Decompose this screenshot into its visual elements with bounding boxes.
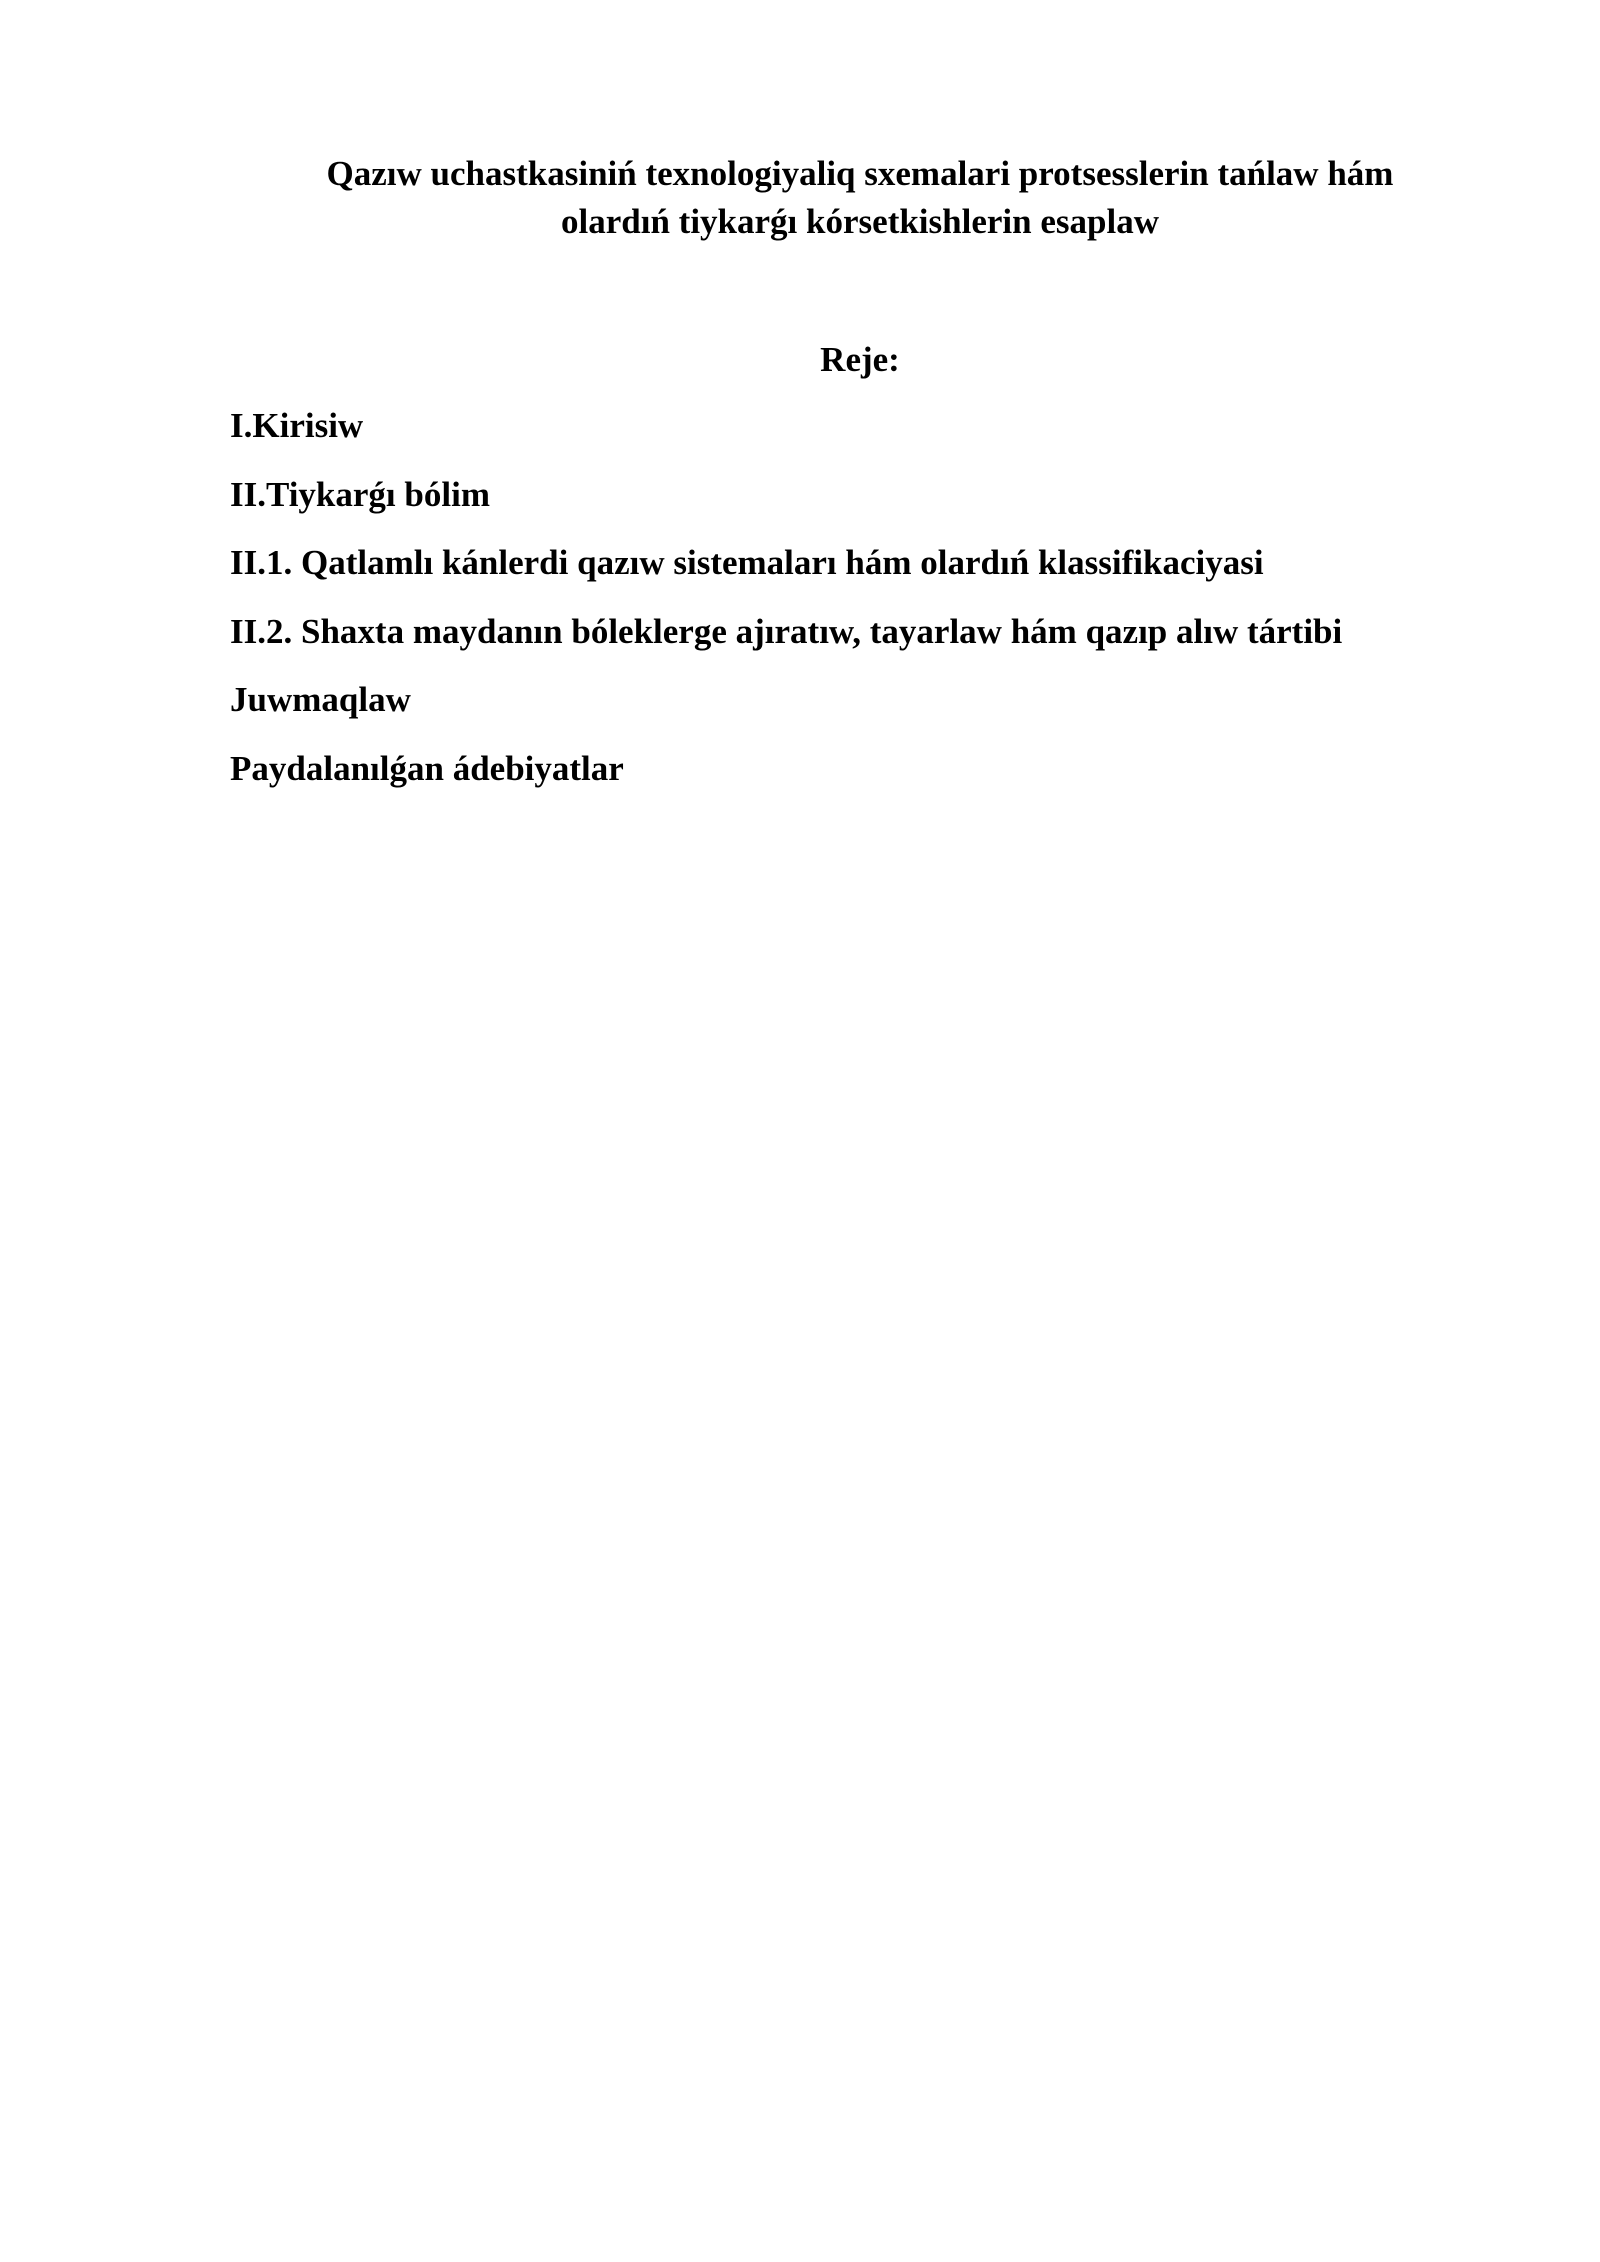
plan-item-section-1: II.1. Qatlamlı kánlerdi qazıw sistemaları hám olardıń klassifikaciyasi: [230, 543, 1264, 582]
plan-item-conclusion: Juwmaqlaw: [230, 680, 411, 719]
plan-item-references: Paydalanılǵan ádebiyatlar: [230, 748, 624, 788]
plan-item-introduction: I.Kirisiw: [230, 406, 364, 445]
plan-item-section-2: II.2. Shaxta maydanın bóleklerge ajıratıw, tayarlaw hám qazıp alıw tártibi: [230, 611, 1343, 651]
plan-list: [230, 402, 1530, 813]
document-title-line-1: Qazıw uchastkasiniń texnologiyaliq sxemalari protsesslerin tańlaw hám: [326, 154, 1394, 193]
document-title-line-2: olardıń tiykarǵı kórsetkishlerin esaplaw: [561, 202, 1159, 241]
plan-heading: Reje:: [820, 340, 900, 379]
plan-item-main-part: II.Tiykarǵı bólim: [230, 474, 490, 514]
document-title: [230, 150, 1490, 246]
